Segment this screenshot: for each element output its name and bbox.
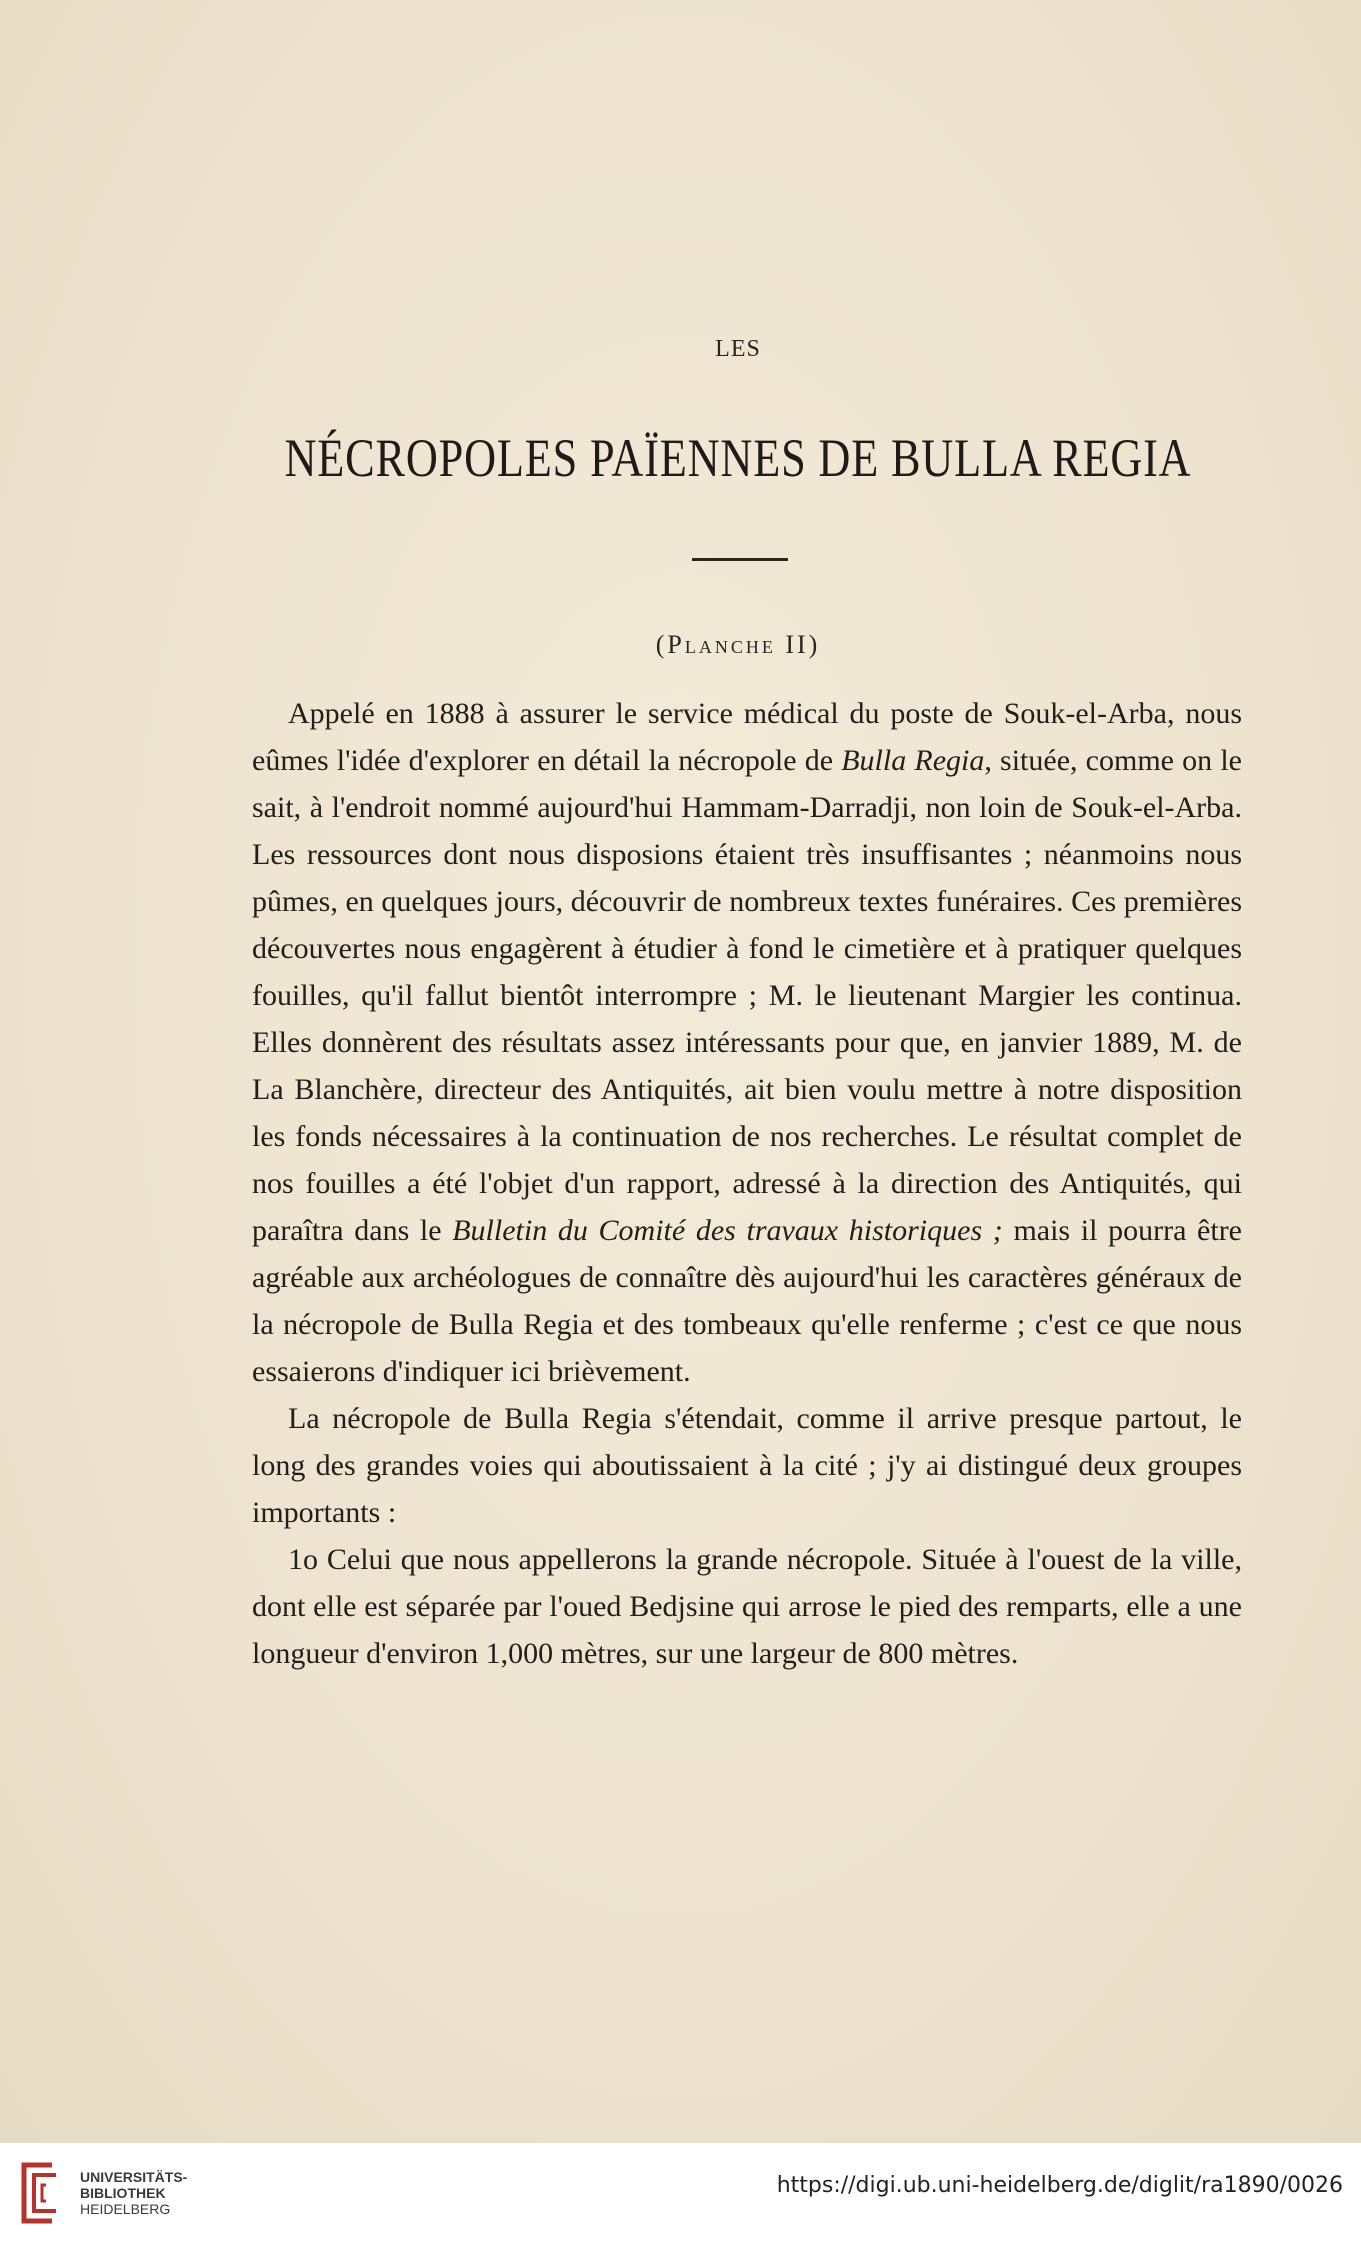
paragraph-1-italic-bulletin: Bulletin du Comité des travaux historiques ; <box>452 1214 1003 1247</box>
library-name-line-2: BIBLIOTHEK <box>80 2185 166 2201</box>
body-text <box>252 690 1242 1677</box>
library-name <box>80 2169 187 2217</box>
paragraph-1 <box>252 690 1242 1395</box>
plate-label: Planche <box>667 630 776 659</box>
library-name-line-3: HEIDELBERG <box>80 2201 171 2217</box>
plate-open-paren: ( <box>655 630 668 659</box>
paragraph-1-part-c: mais il pourra être agréable aux archéologues de connaître dès aujourd'hui les caractères généraux de la nécropole de Bulla Regia et des tombeaux qu'elle renferme ; c'est ce que nous essaierons d'indiquer ici brièvement. <box>252 1214 1242 1388</box>
paragraph-1-part-a: Appelé en 1888 à assurer le service médical du poste de Souk-el-Arba, nous eûmes l'idée d'explorer en détail la nécropole de <box>252 697 1242 777</box>
heading-kicker: LES <box>715 336 761 362</box>
paragraph-2: La nécropole de Bulla Regia s'étendait, comme il arrive presque partout, le long des grandes voies qui aboutissaient à la cité ; j'y ai distingué deux groupes importants : <box>252 1402 1242 1529</box>
permalink-url[interactable]: https://digi.ub.uni-heidelberg.de/diglit/ra1890/0026 <box>776 2173 1343 2198</box>
title-divider <box>692 558 788 561</box>
library-logo-icon <box>10 2157 70 2229</box>
paragraph-3: 1o Celui que nous appellerons la grande nécropole. Située à l'ouest de la ville, dont elle est séparée par l'oued Bedjsine qui arrose le pied des remparts, elle a une longueur d'environ 1,000 mètres, sur une largeur de 800 mètres. <box>252 1543 1242 1670</box>
page-title: NÉCROPOLES PAÏENNES DE BULLA REGIA <box>284 428 1192 488</box>
paragraph-1-italic-bulla-regia: Bulla Regia <box>841 744 985 777</box>
library-name-line-1: UNIVERSITÄTS- <box>80 2169 188 2185</box>
plate-number: II) <box>775 630 821 659</box>
viewer-footer <box>0 2143 1361 2243</box>
paragraph-1-part-b: , située, comme on le sait, à l'endroit nommé aujourd'hui Hammam-Darradji, non loin de Souk-el-Arba. Les ressources dont nous disposions étaient très insuffisantes ; néanmoins nous pûmes, en quelques jours, découvrir de nombreux textes funéraires. Ces premières découvertes nous engagèrent à étudier à fond le cimetière et à pratiquer quelques fouilles, qu'il fallut bientôt interrompre ; M. le lieutenant Margier les continua. Elles donnèrent des résultats assez intéressants pour que, en janvier 1889, M. de La Blanchère, directeur des Antiquités, ait bien voulu mettre à notre disposition les fonds nécessaires à la continuation de nos recherches. Le résultat complet de nos fouilles a été l'objet d'un rapport, adressé à la direction des Antiquités, qui paraîtra dans le <box>252 744 1242 1247</box>
plate-reference <box>0 630 1361 660</box>
